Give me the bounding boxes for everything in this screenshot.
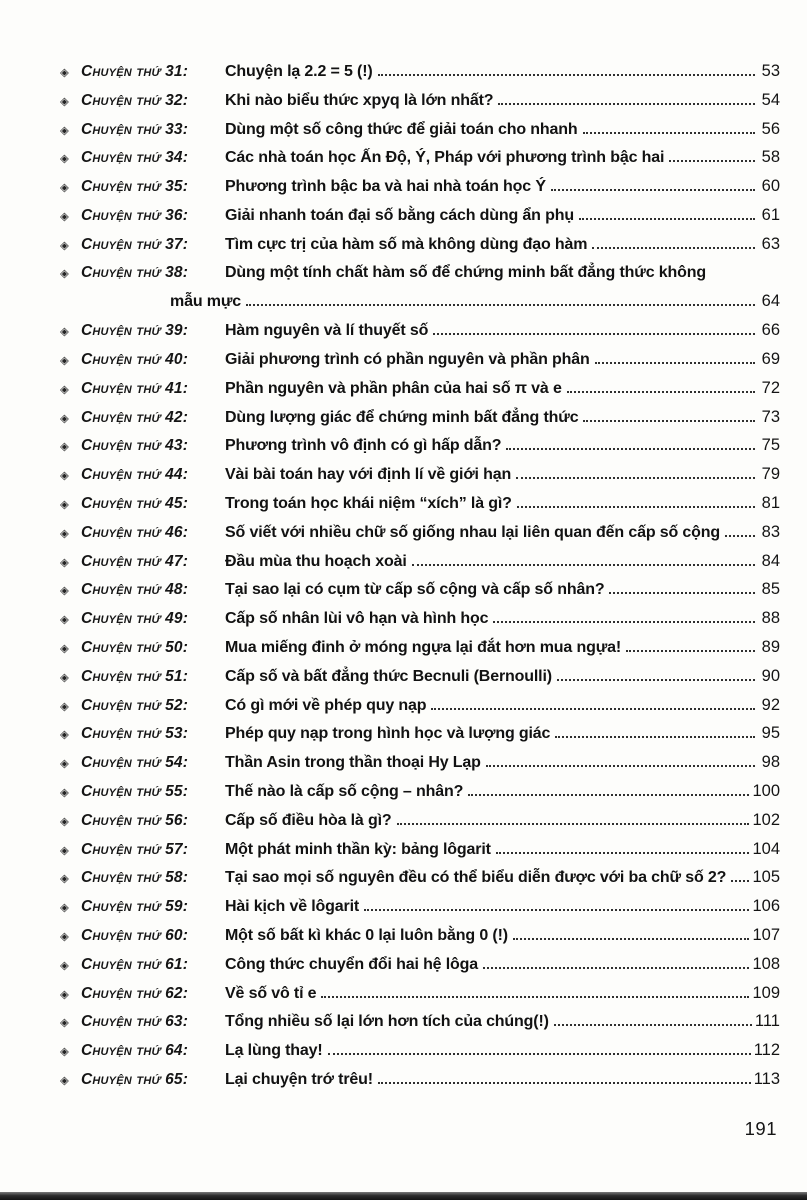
dot-leader — [626, 649, 755, 652]
entry-label: Chuyện thứ 47: — [81, 552, 189, 570]
dot-leader — [468, 793, 749, 796]
dot-leader — [431, 707, 755, 710]
entry-page: 107 — [752, 925, 780, 944]
entry-title: Cấp số điều hòa là gì? — [225, 811, 392, 829]
entry-label: Chuyện thứ 42: — [81, 408, 189, 426]
diamond-bullet-icon: ◈ — [60, 698, 69, 713]
diamond-bullet-icon: ◈ — [60, 410, 69, 425]
entry-title: Dùng một tính chất hàm số để chứng minh bất đẳng thức không — [225, 263, 706, 281]
dot-leader — [592, 246, 755, 249]
diamond-bullet-icon: ◈ — [60, 1072, 69, 1087]
entry-title: Tổng nhiều số lại lớn hơn tích của chúng(!) — [225, 1013, 549, 1031]
diamond-bullet-icon: ◈ — [60, 496, 69, 511]
dot-leader — [496, 851, 750, 854]
dot-leader — [583, 131, 755, 134]
toc-entry — [60, 777, 780, 806]
diamond-bullet-icon: ◈ — [60, 525, 69, 540]
entry-title: Vài bài toán hay với định lí về giới hạn — [225, 466, 512, 484]
entry-title: Phương trình vô định có gì hấp dẫn? — [225, 437, 502, 455]
entry-title: Dùng một số công thức để giải toán cho nhanh — [225, 120, 578, 138]
toc-entry — [60, 143, 780, 172]
toc-entry — [60, 86, 780, 115]
entry-label: Chuyện thứ 32: — [81, 91, 189, 109]
toc-list — [60, 57, 780, 1094]
dot-leader — [328, 1052, 751, 1055]
entry-title: Giải phương trình có phần nguyên và phần phân — [225, 350, 590, 368]
dot-leader — [433, 332, 755, 335]
entry-label: Chuyện thứ 51: — [81, 667, 189, 685]
entry-label: Chuyện thứ 57: — [81, 840, 189, 858]
diamond-bullet-icon: ◈ — [60, 1015, 69, 1030]
entry-title: Tìm cực trị của hàm số mà không dùng đạo hàm — [225, 235, 588, 253]
dot-leader — [483, 966, 749, 969]
entry-title: Trong toán học khái niệm “xích” là gì? — [225, 494, 512, 512]
diamond-bullet-icon: ◈ — [60, 842, 69, 857]
dot-leader — [595, 361, 755, 364]
diamond-bullet-icon: ◈ — [60, 784, 69, 799]
entry-label: Chuyện thứ 50: — [81, 638, 189, 656]
entry-title: Hài kịch về lôgarit — [225, 898, 360, 916]
entry-title: Khi nào biểu thức xpyq là lớn nhất? — [225, 91, 494, 109]
diamond-bullet-icon: ◈ — [60, 669, 69, 684]
entry-page: 72 — [761, 378, 780, 397]
toc-entry-continuation — [60, 287, 780, 316]
entry-page: 111 — [754, 1012, 780, 1031]
toc-entry — [60, 460, 780, 489]
entry-title: Cấp số và bất đẳng thức Becnuli (Bernoulli) — [225, 667, 552, 685]
diamond-bullet-icon: ◈ — [60, 813, 69, 828]
toc-entry — [60, 1065, 780, 1094]
toc-entry — [60, 950, 780, 979]
entry-label: Chuyện thứ 37: — [81, 235, 189, 253]
dot-leader — [493, 620, 755, 623]
entry-page: 64 — [761, 292, 780, 311]
entry-label: Chuyện thứ 63: — [81, 1013, 189, 1031]
entry-label: Chuyện thứ 33: — [81, 120, 189, 138]
entry-page: 104 — [752, 839, 780, 858]
entry-label: Chuyện thứ 62: — [81, 984, 189, 1002]
diamond-bullet-icon: ◈ — [60, 122, 69, 137]
toc-entry — [60, 403, 780, 432]
dot-leader — [378, 1081, 751, 1084]
dot-leader — [583, 419, 755, 422]
entry-label: Chuyện thứ 44: — [81, 466, 189, 484]
diamond-bullet-icon: ◈ — [60, 468, 69, 483]
diamond-bullet-icon: ◈ — [60, 180, 69, 195]
entry-page: 92 — [761, 695, 780, 714]
dot-leader — [516, 476, 755, 479]
entry-title: Dùng lượng giác để chứng minh bất đẳng thức — [225, 408, 579, 426]
diamond-bullet-icon: ◈ — [60, 237, 69, 252]
entry-label: Chuyện thứ 34: — [81, 149, 189, 167]
page-number: 191 — [744, 1118, 777, 1139]
dot-leader — [551, 188, 755, 191]
toc-entry — [60, 633, 780, 662]
dot-leader — [412, 563, 755, 566]
scan-edge-bar — [0, 1192, 807, 1200]
entry-page: 95 — [761, 724, 780, 743]
toc-entry — [60, 172, 780, 201]
toc-entry — [60, 604, 780, 633]
diamond-bullet-icon: ◈ — [60, 640, 69, 655]
dot-leader — [725, 534, 755, 537]
entry-title: Phần nguyên và phần phân của hai số π và e — [225, 379, 562, 397]
entry-title: Lại chuyện trớ trêu! — [225, 1070, 373, 1088]
entry-label: Chuyện thứ 43: — [81, 437, 189, 455]
entry-label: Chuyện thứ 41: — [81, 379, 189, 397]
diamond-bullet-icon: ◈ — [60, 439, 69, 454]
entry-page: 105 — [752, 868, 780, 887]
toc-entry — [60, 662, 780, 691]
dot-leader — [517, 505, 755, 508]
diamond-bullet-icon: ◈ — [60, 381, 69, 396]
entry-label: Chuyện thứ 48: — [81, 581, 189, 599]
toc-entry — [60, 892, 780, 921]
entry-page: 56 — [761, 119, 780, 138]
dot-leader — [555, 735, 755, 738]
entry-title: Một phát minh thần kỳ: bảng lôgarit — [225, 840, 491, 858]
entry-page: 69 — [761, 349, 780, 368]
diamond-bullet-icon: ◈ — [60, 900, 69, 915]
entry-page: 112 — [753, 1041, 780, 1060]
entry-title: Số viết với nhiều chữ số giống nhau lại liên quan đến cấp số cộng — [225, 523, 721, 541]
entry-title: Cấp số nhân lùi vô hạn và hình học — [225, 610, 489, 628]
entry-label: Chuyện thứ 49: — [81, 610, 189, 628]
toc-entry — [60, 345, 780, 374]
dot-leader — [506, 447, 755, 450]
entry-page: 79 — [761, 465, 780, 484]
entry-label: Chuyện thứ 61: — [81, 955, 189, 973]
toc-entry — [60, 575, 780, 604]
entry-page: 54 — [761, 90, 780, 109]
dot-leader — [397, 822, 750, 825]
entry-page: 61 — [761, 205, 780, 224]
entry-title: Lạ lùng thay! — [225, 1042, 323, 1060]
toc-entry — [60, 316, 780, 345]
dot-leader — [557, 678, 755, 681]
entry-title: Mua miếng đinh ở móng ngựa lại đắt hơn mua ngựa! — [225, 638, 622, 656]
diamond-bullet-icon: ◈ — [60, 986, 69, 1001]
toc-entry — [60, 1036, 780, 1065]
dot-leader — [321, 995, 749, 998]
diamond-bullet-icon: ◈ — [60, 93, 69, 108]
dot-leader — [486, 764, 755, 767]
toc-entry — [60, 835, 780, 864]
entry-page: 53 — [761, 62, 780, 80]
diamond-bullet-icon: ◈ — [60, 1044, 69, 1059]
entry-page: 60 — [761, 177, 780, 196]
entry-page: 90 — [761, 666, 780, 685]
entry-title: Đầu mùa thu hoạch xoài — [225, 552, 407, 570]
toc-entry — [60, 259, 780, 288]
toc-entry — [60, 921, 780, 950]
entry-page: 73 — [761, 407, 780, 426]
entry-title: Chuyện lạ 2.2 = 5 (!) — [225, 63, 373, 80]
entry-title: Thế nào là cấp số cộng – nhân? — [225, 782, 464, 800]
entry-label: Chuyện thứ 53: — [81, 725, 189, 743]
toc-entry — [60, 806, 780, 835]
entry-label: Chuyện thứ 52: — [81, 696, 189, 714]
entry-page: 58 — [761, 148, 780, 167]
dot-leader — [498, 102, 755, 105]
toc-entry — [60, 431, 780, 460]
diamond-bullet-icon: ◈ — [60, 756, 69, 771]
entry-page: 102 — [752, 810, 780, 829]
diamond-bullet-icon: ◈ — [60, 727, 69, 742]
entry-page: 66 — [761, 321, 780, 340]
toc-entry — [60, 115, 780, 144]
toc-entry — [60, 57, 780, 86]
entry-page: 83 — [761, 522, 780, 541]
entry-title: Tại sao lại có cụm từ cấp số cộng và cấp số nhân? — [225, 581, 605, 599]
toc-entry — [60, 230, 780, 259]
toc-entry — [60, 547, 780, 576]
entry-page: 88 — [761, 609, 780, 628]
entry-title: Có gì mới về phép quy nạp — [225, 696, 427, 714]
entry-label: Chuyện thứ 55: — [81, 782, 189, 800]
dot-leader — [669, 159, 755, 162]
diamond-bullet-icon: ◈ — [60, 324, 69, 339]
dot-leader — [364, 908, 749, 911]
entry-page: 84 — [761, 551, 780, 570]
dot-leader — [513, 937, 750, 940]
dot-leader — [567, 390, 755, 393]
dot-leader — [554, 1023, 752, 1026]
entry-title-line2: mẫu mực — [170, 293, 242, 311]
entry-label: Chuyện thứ 45: — [81, 494, 189, 512]
entry-title: Phương trình bậc ba và hai nhà toán học Ý — [225, 178, 546, 196]
entry-title: Giải nhanh toán đại số bằng cách dùng ẩn phụ — [225, 206, 574, 224]
entry-label: Chuyện thứ 35: — [81, 178, 189, 196]
diamond-bullet-icon: ◈ — [60, 65, 69, 79]
entry-title: Các nhà toán học Ấn Độ, Ý, Pháp với phương trình bậc hai — [225, 149, 665, 167]
diamond-bullet-icon: ◈ — [60, 151, 69, 166]
entry-label: Chuyện thứ 58: — [81, 869, 189, 887]
entry-page: 75 — [761, 436, 780, 455]
entry-page: 98 — [761, 753, 780, 772]
toc-entry — [60, 489, 780, 518]
entry-label: Chuyện thứ 38: — [81, 263, 189, 281]
diamond-bullet-icon: ◈ — [60, 928, 69, 943]
entry-page: 113 — [753, 1069, 780, 1088]
toc-entry — [60, 518, 780, 547]
entry-page: 89 — [761, 637, 780, 656]
dot-leader — [731, 879, 749, 882]
toc-entry — [60, 374, 780, 403]
toc-entry — [60, 979, 780, 1008]
entry-label: Chuyện thứ 60: — [81, 926, 189, 944]
entry-label: Chuyện thứ 64: — [81, 1042, 189, 1060]
dot-leader — [609, 591, 755, 594]
entry-title: Hàm nguyên và lí thuyết số — [225, 322, 429, 340]
toc-entry — [60, 748, 780, 777]
diamond-bullet-icon: ◈ — [60, 554, 69, 569]
toc-entry — [60, 1007, 780, 1036]
diamond-bullet-icon: ◈ — [60, 265, 69, 280]
toc-entry — [60, 691, 780, 720]
dot-leader — [378, 73, 755, 76]
diamond-bullet-icon: ◈ — [60, 583, 69, 598]
entry-label: Chuyện thứ 59: — [81, 898, 189, 916]
toc-entry — [60, 201, 780, 230]
entry-label: Chuyện thứ 56: — [81, 811, 189, 829]
diamond-bullet-icon: ◈ — [60, 208, 69, 223]
entry-page: 85 — [761, 580, 780, 599]
entry-label: Chuyện thứ 54: — [81, 754, 189, 772]
entry-title: Công thức chuyển đổi hai hệ lôga — [225, 955, 479, 973]
entry-title: Về số vô tỉ e — [225, 984, 317, 1002]
entry-page: 106 — [752, 897, 780, 916]
entry-label: Chuyện thứ 65: — [81, 1070, 189, 1088]
diamond-bullet-icon: ◈ — [60, 871, 69, 886]
toc-entry — [60, 719, 780, 748]
dot-leader — [579, 217, 755, 220]
entry-page: 63 — [761, 234, 780, 253]
entry-title: Tại sao mọi số nguyên đều có thể biểu diễn được với ba chữ số 2? — [225, 869, 727, 887]
toc-entry — [60, 863, 780, 892]
diamond-bullet-icon: ◈ — [60, 352, 69, 367]
entry-page: 81 — [761, 493, 780, 512]
entry-page: 100 — [752, 781, 780, 800]
entry-label: Chuyện thứ 46: — [81, 523, 189, 541]
entry-title: Phép quy nạp trong hình học và lượng giác — [225, 725, 551, 743]
diamond-bullet-icon: ◈ — [60, 612, 69, 627]
entry-label: Chuyện thứ 36: — [81, 206, 189, 224]
dot-leader — [246, 303, 755, 306]
diamond-bullet-icon: ◈ — [60, 957, 69, 972]
entry-label: Chuyện thứ 40: — [81, 350, 189, 368]
entry-title: Một số bất kì khác 0 lại luôn bằng 0 (!) — [225, 926, 508, 944]
entry-page: 108 — [752, 954, 780, 973]
entry-label: Chuyện thứ 39: — [81, 322, 189, 340]
entry-page: 109 — [752, 983, 780, 1002]
entry-label: Chuyện thứ 31: — [81, 63, 189, 80]
entry-title: Thần Asin trong thần thoại Hy Lạp — [225, 754, 481, 772]
